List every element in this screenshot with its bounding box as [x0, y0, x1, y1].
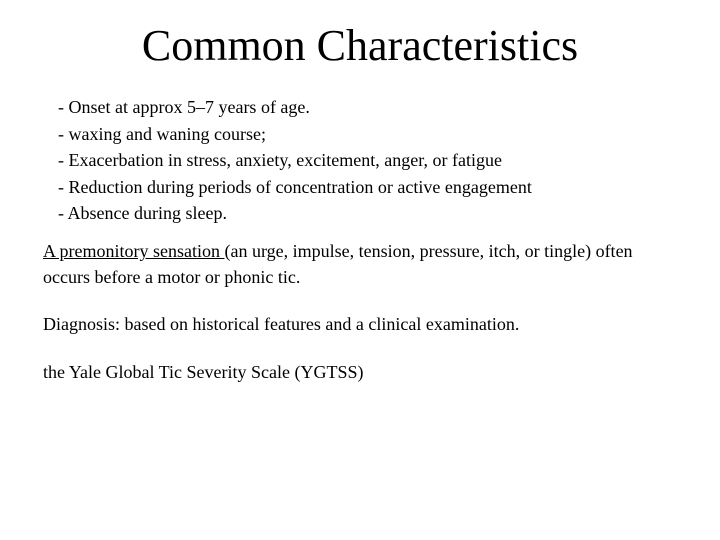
slide-title: Common Characteristics: [141, 21, 579, 70]
premonitory-term: A premonitory sensation: [43, 241, 225, 261]
list-item: - Absence during sleep.: [58, 203, 227, 223]
ygtss-paragraph: the Yale Global Tic Severity Scale (YGTSS): [43, 362, 364, 382]
diagnosis-paragraph: Diagnosis: based on historical features and a clinical examination.: [43, 314, 520, 334]
list-item: - Reduction during periods of concentration or active engagement: [58, 176, 532, 197]
list-item: - Exacerbation in stress, anxiety, excitement, anger, or fatigue: [58, 150, 502, 170]
list-item: - waxing and waning course;: [58, 123, 266, 144]
list-item: - Onset at approx 5–7 years of age.: [58, 97, 310, 117]
characteristics-list: [58, 94, 532, 227]
premonitory-description: (an urge, impulse, tension, pressure, itch, or tingle) often occurs before a motor or phonic tic.: [43, 241, 633, 287]
premonitory-paragraph: [43, 238, 683, 290]
